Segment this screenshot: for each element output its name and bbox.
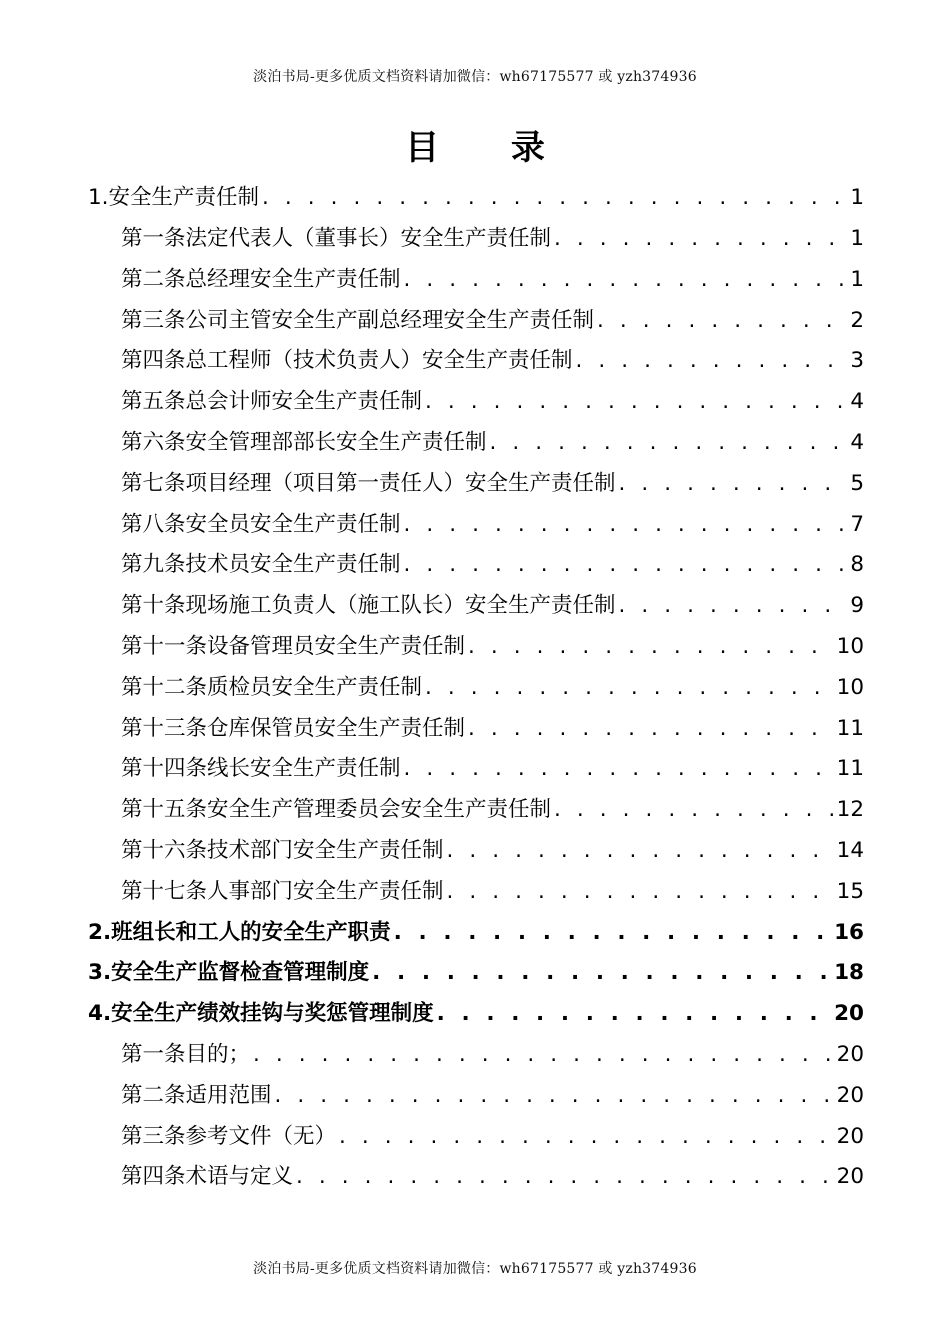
toc-entry-title: 第三条参考文件（无）: [121, 1123, 337, 1149]
toc-entry-title: 第十六条技术部门安全生产责任制: [121, 838, 444, 864]
toc-dot-leader: [394, 922, 831, 950]
toc-entry[interactable]: [88, 582, 864, 623]
toc-entry-page-number: 15: [836, 878, 864, 904]
toc-entry-title: 第十一条设备管理员安全生产责任制: [121, 634, 466, 660]
toc-dot-leader: [490, 432, 848, 460]
toc-dot-leader: [468, 636, 834, 664]
toc-dot-leader: [425, 677, 834, 705]
footer-watermark-note: 淡泊书局-更多优质文档资料请加微信：wh67175577 或 yzh374936: [253, 1261, 697, 1277]
toc-entry-page-number: 20: [836, 1164, 864, 1190]
toc-entry[interactable]: [88, 827, 864, 868]
toc-entry[interactable]: [88, 868, 864, 909]
toc-entry-page-number: 20: [834, 1001, 864, 1027]
toc-entry[interactable]: [88, 419, 864, 460]
toc-dot-leader: [372, 962, 831, 990]
toc-entry[interactable]: [88, 1112, 864, 1153]
toc-entry-title: 1.安全生产责任制: [88, 185, 260, 211]
toc-entry-title: 2.班组长和工人的安全生产职责: [88, 919, 391, 945]
toc-entry-page-number: 12: [836, 797, 864, 823]
toc-dot-leader: [404, 269, 848, 297]
toc-entry[interactable]: [88, 1031, 864, 1072]
toc-dot-leader: [447, 840, 834, 868]
toc-dot-leader: [554, 228, 847, 256]
toc-entry-page-number: 20: [836, 1082, 864, 1108]
toc-dot-leader: [468, 718, 834, 746]
toc-entry-page-number: 5: [850, 470, 864, 496]
toc-entry-page-number: 8: [850, 552, 864, 578]
toc-entry-title: 第十四条线长安全生产责任制: [121, 756, 401, 782]
toc-entry[interactable]: [88, 337, 864, 378]
toc-entry-title: 第二条总经理安全生产责任制: [121, 266, 401, 292]
toc-dot-leader: [425, 391, 847, 419]
toc-entry-page-number: 2: [850, 307, 864, 333]
toc-entry[interactable]: [88, 704, 864, 745]
toc-entry[interactable]: [88, 378, 864, 419]
toc-entry[interactable]: [88, 174, 864, 215]
toc-entry-page-number: 20: [836, 1042, 864, 1068]
table-of-contents: [88, 174, 864, 1194]
toc-entry[interactable]: [88, 949, 864, 990]
toc-entry-page-number: 16: [834, 919, 864, 945]
toc-entry[interactable]: [88, 1072, 864, 1113]
toc-dot-leader: [262, 187, 847, 215]
toc-entry[interactable]: [88, 786, 864, 827]
toc-entry-page-number: 14: [836, 838, 864, 864]
toc-entry-page-number: 7: [850, 511, 864, 537]
toc-entry-title: 第四条总工程师（技术负责人）安全生产责任制: [121, 348, 573, 374]
toc-entry[interactable]: [88, 460, 864, 501]
toc-entry-page-number: 10: [836, 674, 864, 700]
toc-dot-leader: [404, 514, 848, 542]
toc-entry-title: 第九条技术员安全生产责任制: [121, 552, 401, 578]
toc-entry-title: 第十条现场施工负责人（施工队长）安全生产责任制: [121, 593, 616, 619]
toc-dot-leader: [253, 1044, 834, 1072]
toc-entry-page-number: 11: [836, 715, 864, 741]
toc-entry-title: 第七条项目经理（项目第一责任人）安全生产责任制: [121, 470, 616, 496]
toc-entry-title: 第四条术语与定义: [121, 1164, 294, 1190]
toc-dot-leader: [275, 1085, 834, 1113]
toc-entry-title: 第十七条人事部门安全生产责任制: [121, 878, 444, 904]
toc-dot-leader: [554, 799, 834, 827]
toc-entry-page-number: 10: [836, 634, 864, 660]
toc-entry[interactable]: [88, 296, 864, 337]
toc-entry-page-number: 4: [850, 389, 864, 415]
toc-entry-page-number: 3: [850, 348, 864, 374]
toc-entry-title: 第二条适用范围: [121, 1082, 272, 1108]
toc-entry-page-number: 1: [850, 226, 864, 252]
header-watermark-note: 淡泊书局-更多优质文档资料请加微信：wh67175577 或 yzh374936: [253, 69, 697, 85]
toc-dot-leader: [437, 1003, 831, 1031]
toc-dot-leader: [404, 758, 834, 786]
toc-dot-leader: [447, 881, 834, 909]
page-title: 目 录: [405, 128, 575, 168]
toc-entry-page-number: 11: [836, 756, 864, 782]
toc-dot-leader: [619, 473, 848, 501]
toc-entry[interactable]: [88, 990, 864, 1031]
toc-entry[interactable]: [88, 256, 864, 297]
toc-entry-title: 第十五条安全生产管理委员会安全生产责任制: [121, 797, 552, 823]
toc-dot-leader: [597, 310, 847, 338]
toc-entry-title: 第六条安全管理部部长安全生产责任制: [121, 430, 487, 456]
toc-entry-page-number: 1: [850, 266, 864, 292]
toc-entry-page-number: 9: [850, 593, 864, 619]
toc-entry-page-number: 18: [834, 960, 864, 986]
toc-entry-title: 第一条法定代表人（董事长）安全生产责任制: [121, 226, 552, 252]
toc-entry-title: 第十二条质检员安全生产责任制: [121, 674, 423, 700]
toc-entry-page-number: 20: [836, 1123, 864, 1149]
toc-entry[interactable]: [88, 745, 864, 786]
toc-entry-page-number: 1: [850, 185, 864, 211]
toc-entry-title: 3.安全生产监督检查管理制度: [88, 960, 370, 986]
toc-entry-page-number: 4: [850, 430, 864, 456]
toc-entry[interactable]: [88, 623, 864, 664]
toc-entry-title: 4.安全生产绩效挂钩与奖惩管理制度: [88, 1001, 434, 1027]
toc-entry-title: 第八条安全员安全生产责任制: [121, 511, 401, 537]
toc-entry[interactable]: [88, 215, 864, 256]
toc-entry[interactable]: [88, 541, 864, 582]
toc-dot-leader: [296, 1166, 834, 1194]
toc-dot-leader: [339, 1126, 834, 1154]
toc-entry[interactable]: [88, 908, 864, 949]
toc-entry[interactable]: [88, 664, 864, 705]
toc-dot-leader: [619, 595, 848, 623]
toc-entry-title: 第五条总会计师安全生产责任制: [121, 389, 423, 415]
toc-entry-title: 第十三条仓库保管员安全生产责任制: [121, 715, 466, 741]
toc-entry[interactable]: [88, 500, 864, 541]
toc-entry[interactable]: [88, 1153, 864, 1194]
toc-dot-leader: [576, 350, 848, 378]
toc-dot-leader: [404, 554, 848, 582]
toc-entry-title: 第三条公司主管安全生产副总经理安全生产责任制: [121, 307, 595, 333]
toc-entry-title: 第一条目的；: [121, 1042, 251, 1068]
